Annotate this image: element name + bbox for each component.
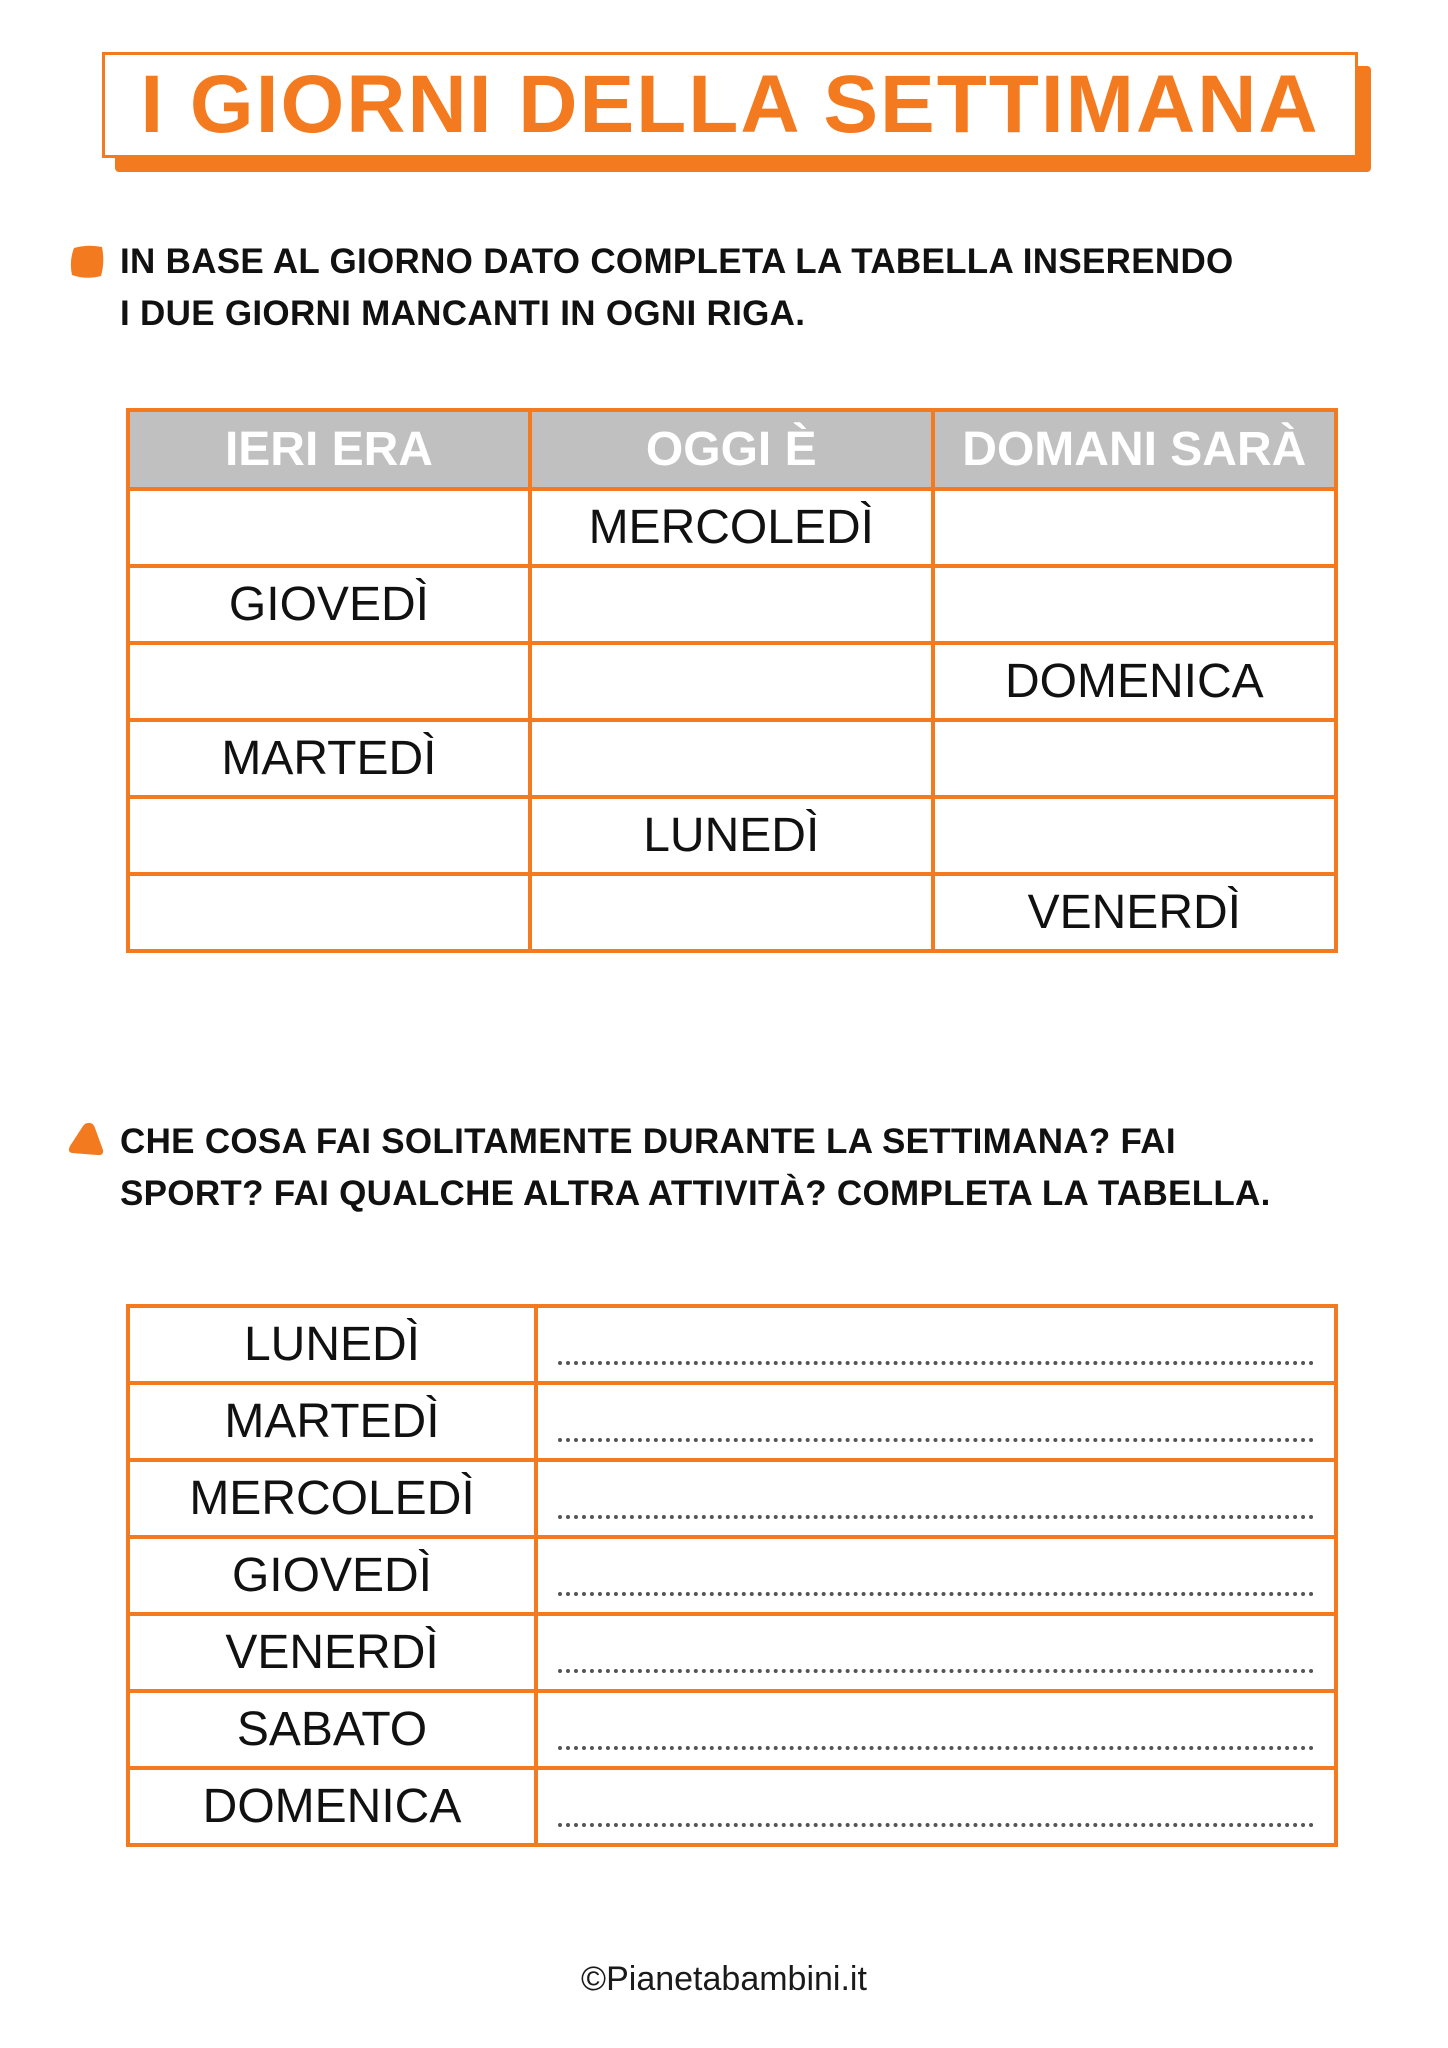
- days-table: [126, 408, 1338, 953]
- exercise2-instruction-line2: SPORT? FAI QUALCHE ALTRA ATTIVITÀ? COMPLETA LA TABELLA.: [120, 1174, 1271, 1213]
- exercise2-instruction-line1: CHE COSA FAI SOLITAMENTE DURANTE LA SETTIMANA? FAI: [120, 1122, 1176, 1161]
- activity-answer-line[interactable]: [536, 1537, 1336, 1614]
- day-label: MARTEDÌ: [128, 1383, 536, 1460]
- cell-oggi[interactable]: [530, 720, 933, 797]
- copyright-footer: ©Pianetabambini.it: [581, 1960, 867, 1998]
- activity-answer-line[interactable]: [536, 1460, 1336, 1537]
- table-row: [128, 1768, 1336, 1845]
- header-ieri-era: IERI ERA: [128, 410, 530, 489]
- activity-answer-line[interactable]: [536, 1383, 1336, 1460]
- exercise2-instruction: [120, 1116, 1271, 1220]
- header-domani-sara: DOMANI SARÀ: [933, 410, 1336, 489]
- table-row: [128, 1691, 1336, 1768]
- cell-oggi[interactable]: [530, 874, 933, 951]
- day-label: SABATO: [128, 1691, 536, 1768]
- activities-table: [126, 1304, 1338, 1847]
- activity-answer-line[interactable]: [536, 1768, 1336, 1845]
- cell-domani[interactable]: [933, 720, 1336, 797]
- day-label: DOMENICA: [128, 1768, 536, 1845]
- cell-domani: VENERDÌ: [933, 874, 1336, 951]
- cell-domani: DOMENICA: [933, 643, 1336, 720]
- day-label: MERCOLEDÌ: [128, 1460, 536, 1537]
- dotted-line: [558, 1669, 1314, 1673]
- table-row: [128, 720, 1336, 797]
- cell-domani[interactable]: [933, 797, 1336, 874]
- header-oggi-e: OGGI È: [530, 410, 933, 489]
- day-label: LUNEDÌ: [128, 1306, 536, 1383]
- dotted-line: [558, 1746, 1314, 1750]
- cell-ieri[interactable]: [128, 797, 530, 874]
- table-row: [128, 874, 1336, 951]
- dotted-line: [558, 1823, 1314, 1827]
- exercise1-instruction: [120, 236, 1234, 340]
- title-banner: [102, 52, 1358, 158]
- table-row: [128, 797, 1336, 874]
- exercise1-instruction-line1: IN BASE AL GIORNO DATO COMPLETA LA TABELLA INSERENDO: [120, 242, 1234, 281]
- table-header-row: [128, 410, 1336, 489]
- triangle-bullet-icon: [66, 1120, 106, 1158]
- day-label: GIOVEDÌ: [128, 1537, 536, 1614]
- table-row: [128, 1460, 1336, 1537]
- dotted-line: [558, 1515, 1314, 1519]
- dotted-line: [558, 1592, 1314, 1596]
- cell-ieri[interactable]: [128, 489, 530, 566]
- table-row: [128, 643, 1336, 720]
- cell-ieri[interactable]: [128, 643, 530, 720]
- cell-ieri: MARTEDÌ: [128, 720, 530, 797]
- activity-answer-line[interactable]: [536, 1614, 1336, 1691]
- table-row: [128, 1537, 1336, 1614]
- table-row: [128, 566, 1336, 643]
- day-label: VENERDÌ: [128, 1614, 536, 1691]
- table-row: [128, 489, 1336, 566]
- table-row: [128, 1306, 1336, 1383]
- dotted-line: [558, 1438, 1314, 1442]
- cell-oggi[interactable]: [530, 566, 933, 643]
- cell-domani[interactable]: [933, 489, 1336, 566]
- square-bullet-icon: [68, 244, 106, 280]
- table-row: [128, 1614, 1336, 1691]
- cell-oggi: MERCOLEDÌ: [530, 489, 933, 566]
- page-title: I GIORNI DELLA SETTIMANA: [140, 59, 1320, 150]
- cell-ieri[interactable]: [128, 874, 530, 951]
- exercise1-instruction-line2: I DUE GIORNI MANCANTI IN OGNI RIGA.: [120, 294, 806, 333]
- cell-domani[interactable]: [933, 566, 1336, 643]
- cell-oggi[interactable]: [530, 643, 933, 720]
- activity-answer-line[interactable]: [536, 1306, 1336, 1383]
- activity-answer-line[interactable]: [536, 1691, 1336, 1768]
- table-row: [128, 1383, 1336, 1460]
- cell-ieri: GIOVEDÌ: [128, 566, 530, 643]
- cell-oggi: LUNEDÌ: [530, 797, 933, 874]
- dotted-line: [558, 1361, 1314, 1365]
